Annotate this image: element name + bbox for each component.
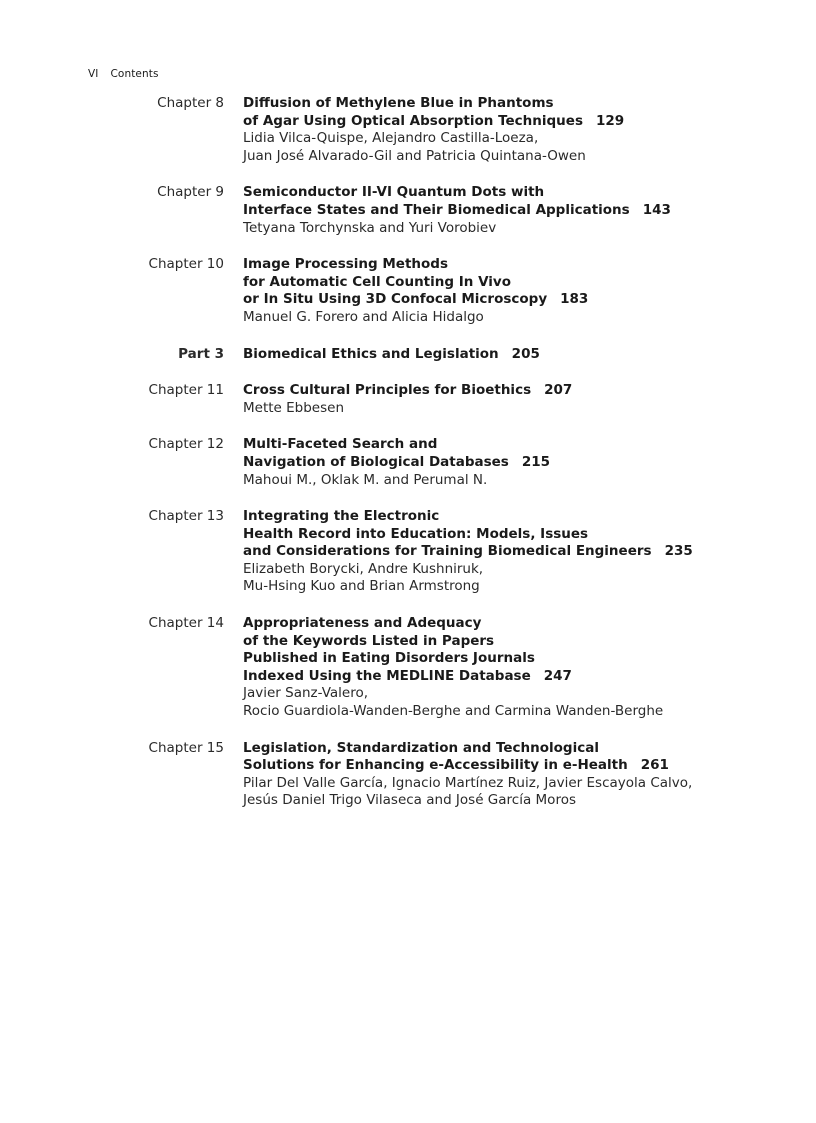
title-text: of the Keywords Listed in Papers (243, 632, 495, 649)
toc-entry-authors: Mette Ebbesen (243, 399, 345, 416)
toc-entry-body (243, 256, 783, 326)
toc-page-number: 207 (544, 382, 573, 399)
toc-entry (0, 382, 816, 417)
title-text: Multi-Faceted Search and (243, 436, 438, 453)
toc-entry-authors: Mahoui M., Oklak M. and Perumal N. (243, 471, 488, 488)
title-text: Legislation, Standardization and Technological (243, 739, 599, 756)
toc-entry-title-line (243, 543, 783, 561)
toc-entry-label: Chapter 9 (157, 184, 224, 201)
title-text: Cross Cultural Principles for Bioethics (243, 382, 532, 399)
toc-entry-body (243, 382, 783, 417)
table-of-contents (0, 95, 816, 829)
toc-page-number: 261 (640, 757, 669, 774)
toc-entry-authors: Javier Sanz-Valero, (243, 685, 369, 702)
toc-entry-authors: Manuel G. Forero and Alicia Hidalgo (243, 308, 484, 325)
toc-entry-body (243, 436, 783, 489)
toc-page-number: 235 (664, 543, 693, 560)
toc-entry-body (243, 615, 783, 721)
title-text: Interface States and Their Biomedical Applications (243, 201, 630, 218)
toc-entry-authors: Rocio Guardiola-Wanden-Berghe and Carmina Wanden-Berghe (243, 703, 664, 720)
toc-entry-authors: Elizabeth Borycki, Andre Kushniruk, (243, 560, 484, 577)
toc-entry-body (243, 95, 783, 165)
toc-entry-label: Chapter 13 (148, 508, 224, 525)
toc-entry-title-line (243, 633, 783, 651)
toc-entry-authors: Pilar Del Valle García, Ignacio Martínez Ruiz, Javier Escayola Calvo, (243, 774, 693, 791)
toc-page-number: 143 (642, 201, 671, 218)
title-text: Indexed Using the MEDLINE Database (243, 667, 531, 684)
toc-page-number: 129 (596, 112, 625, 129)
toc-entry-title-line (243, 615, 783, 633)
toc-entry-title-line (243, 668, 783, 686)
toc-entry (0, 184, 816, 237)
title-text: Navigation of Biological Databases (243, 453, 509, 470)
toc-entry-title-line (243, 508, 783, 526)
title-text: Solutions for Enhancing e-Accessibility in e-Health (243, 757, 628, 774)
toc-entry-body (243, 184, 783, 237)
title-text: Image Processing Methods (243, 256, 449, 273)
toc-entry-title-line (243, 274, 783, 292)
toc-entry (0, 615, 816, 721)
toc-entry-title-line (243, 757, 783, 775)
toc-entry-label: Chapter 12 (148, 436, 224, 453)
toc-entry-body (243, 508, 783, 596)
toc-page-number: 215 (521, 453, 551, 470)
title-text: Health Record into Education: Models, Issues (243, 525, 589, 542)
toc-page-number: 247 (543, 667, 572, 684)
section-title: Contents (110, 68, 159, 80)
toc-entry-title-line (243, 382, 783, 400)
toc-entry-title-line (243, 202, 783, 220)
toc-entry (0, 346, 816, 364)
title-text: for Automatic Cell Counting In Vivo (243, 273, 511, 290)
toc-entry (0, 740, 816, 810)
toc-entry (0, 436, 816, 489)
toc-entry-authors: Juan José Alvarado-Gil and Patricia Quintana-Owen (243, 147, 586, 164)
title-text: and Considerations for Training Biomedical Engineers (243, 543, 652, 560)
running-head (88, 68, 159, 80)
toc-entry-title-line (243, 256, 783, 274)
toc-entry (0, 508, 816, 596)
toc-entry-title-line (243, 454, 783, 472)
toc-entry-label: Chapter 15 (148, 739, 224, 756)
toc-entry-title-line (243, 526, 783, 544)
toc-entry-title-line (243, 740, 783, 758)
toc-entry-title-line (243, 184, 783, 202)
toc-entry-label: Chapter 11 (148, 382, 224, 399)
toc-entry-title-line (243, 436, 783, 454)
toc-page-number: 183 (560, 291, 589, 308)
page-number: VI (88, 68, 99, 80)
toc-entry-title-line (243, 95, 783, 113)
toc-entry-label: Part 3 (178, 345, 224, 362)
title-text: Appropriateness and Adequacy (243, 615, 482, 632)
title-text: of Agar Using Optical Absorption Techniques (243, 112, 583, 129)
title-text: Biomedical Ethics and Legislation (243, 345, 499, 362)
toc-entry-body (243, 346, 783, 364)
toc-entry-authors: Mu-Hsing Kuo and Brian Armstrong (243, 578, 480, 595)
title-text: Semiconductor II-VI Quantum Dots with (243, 184, 545, 201)
toc-entry-authors: Jesús Daniel Trigo Vilaseca and José García Moros (243, 792, 576, 809)
toc-entry-authors: Lidia Vilca-Quispe, Alejandro Castilla-Loeza, (243, 130, 539, 147)
toc-entry-label: Chapter 14 (148, 615, 224, 632)
toc-entry-title-line (243, 346, 783, 364)
toc-entry-label: Chapter 10 (148, 256, 224, 273)
toc-entry-title-line (243, 650, 783, 668)
toc-entry-authors: Tetyana Torchynska and Yuri Vorobiev (243, 219, 497, 236)
toc-entry-body (243, 740, 783, 810)
title-text: or In Situ Using 3D Confocal Microscopy (243, 291, 548, 308)
toc-entry-label: Chapter 8 (157, 95, 224, 111)
toc-entry (0, 256, 816, 326)
title-text: Published in Eating Disorders Journals (243, 650, 535, 667)
toc-page-number: 205 (511, 345, 540, 362)
title-text: Diffusion of Methylene Blue in Phantoms (243, 95, 554, 111)
toc-entry-title-line (243, 291, 783, 309)
toc-entry-title-line (243, 113, 783, 131)
toc-entry (0, 95, 816, 165)
title-text: Integrating the Electronic (243, 508, 440, 525)
